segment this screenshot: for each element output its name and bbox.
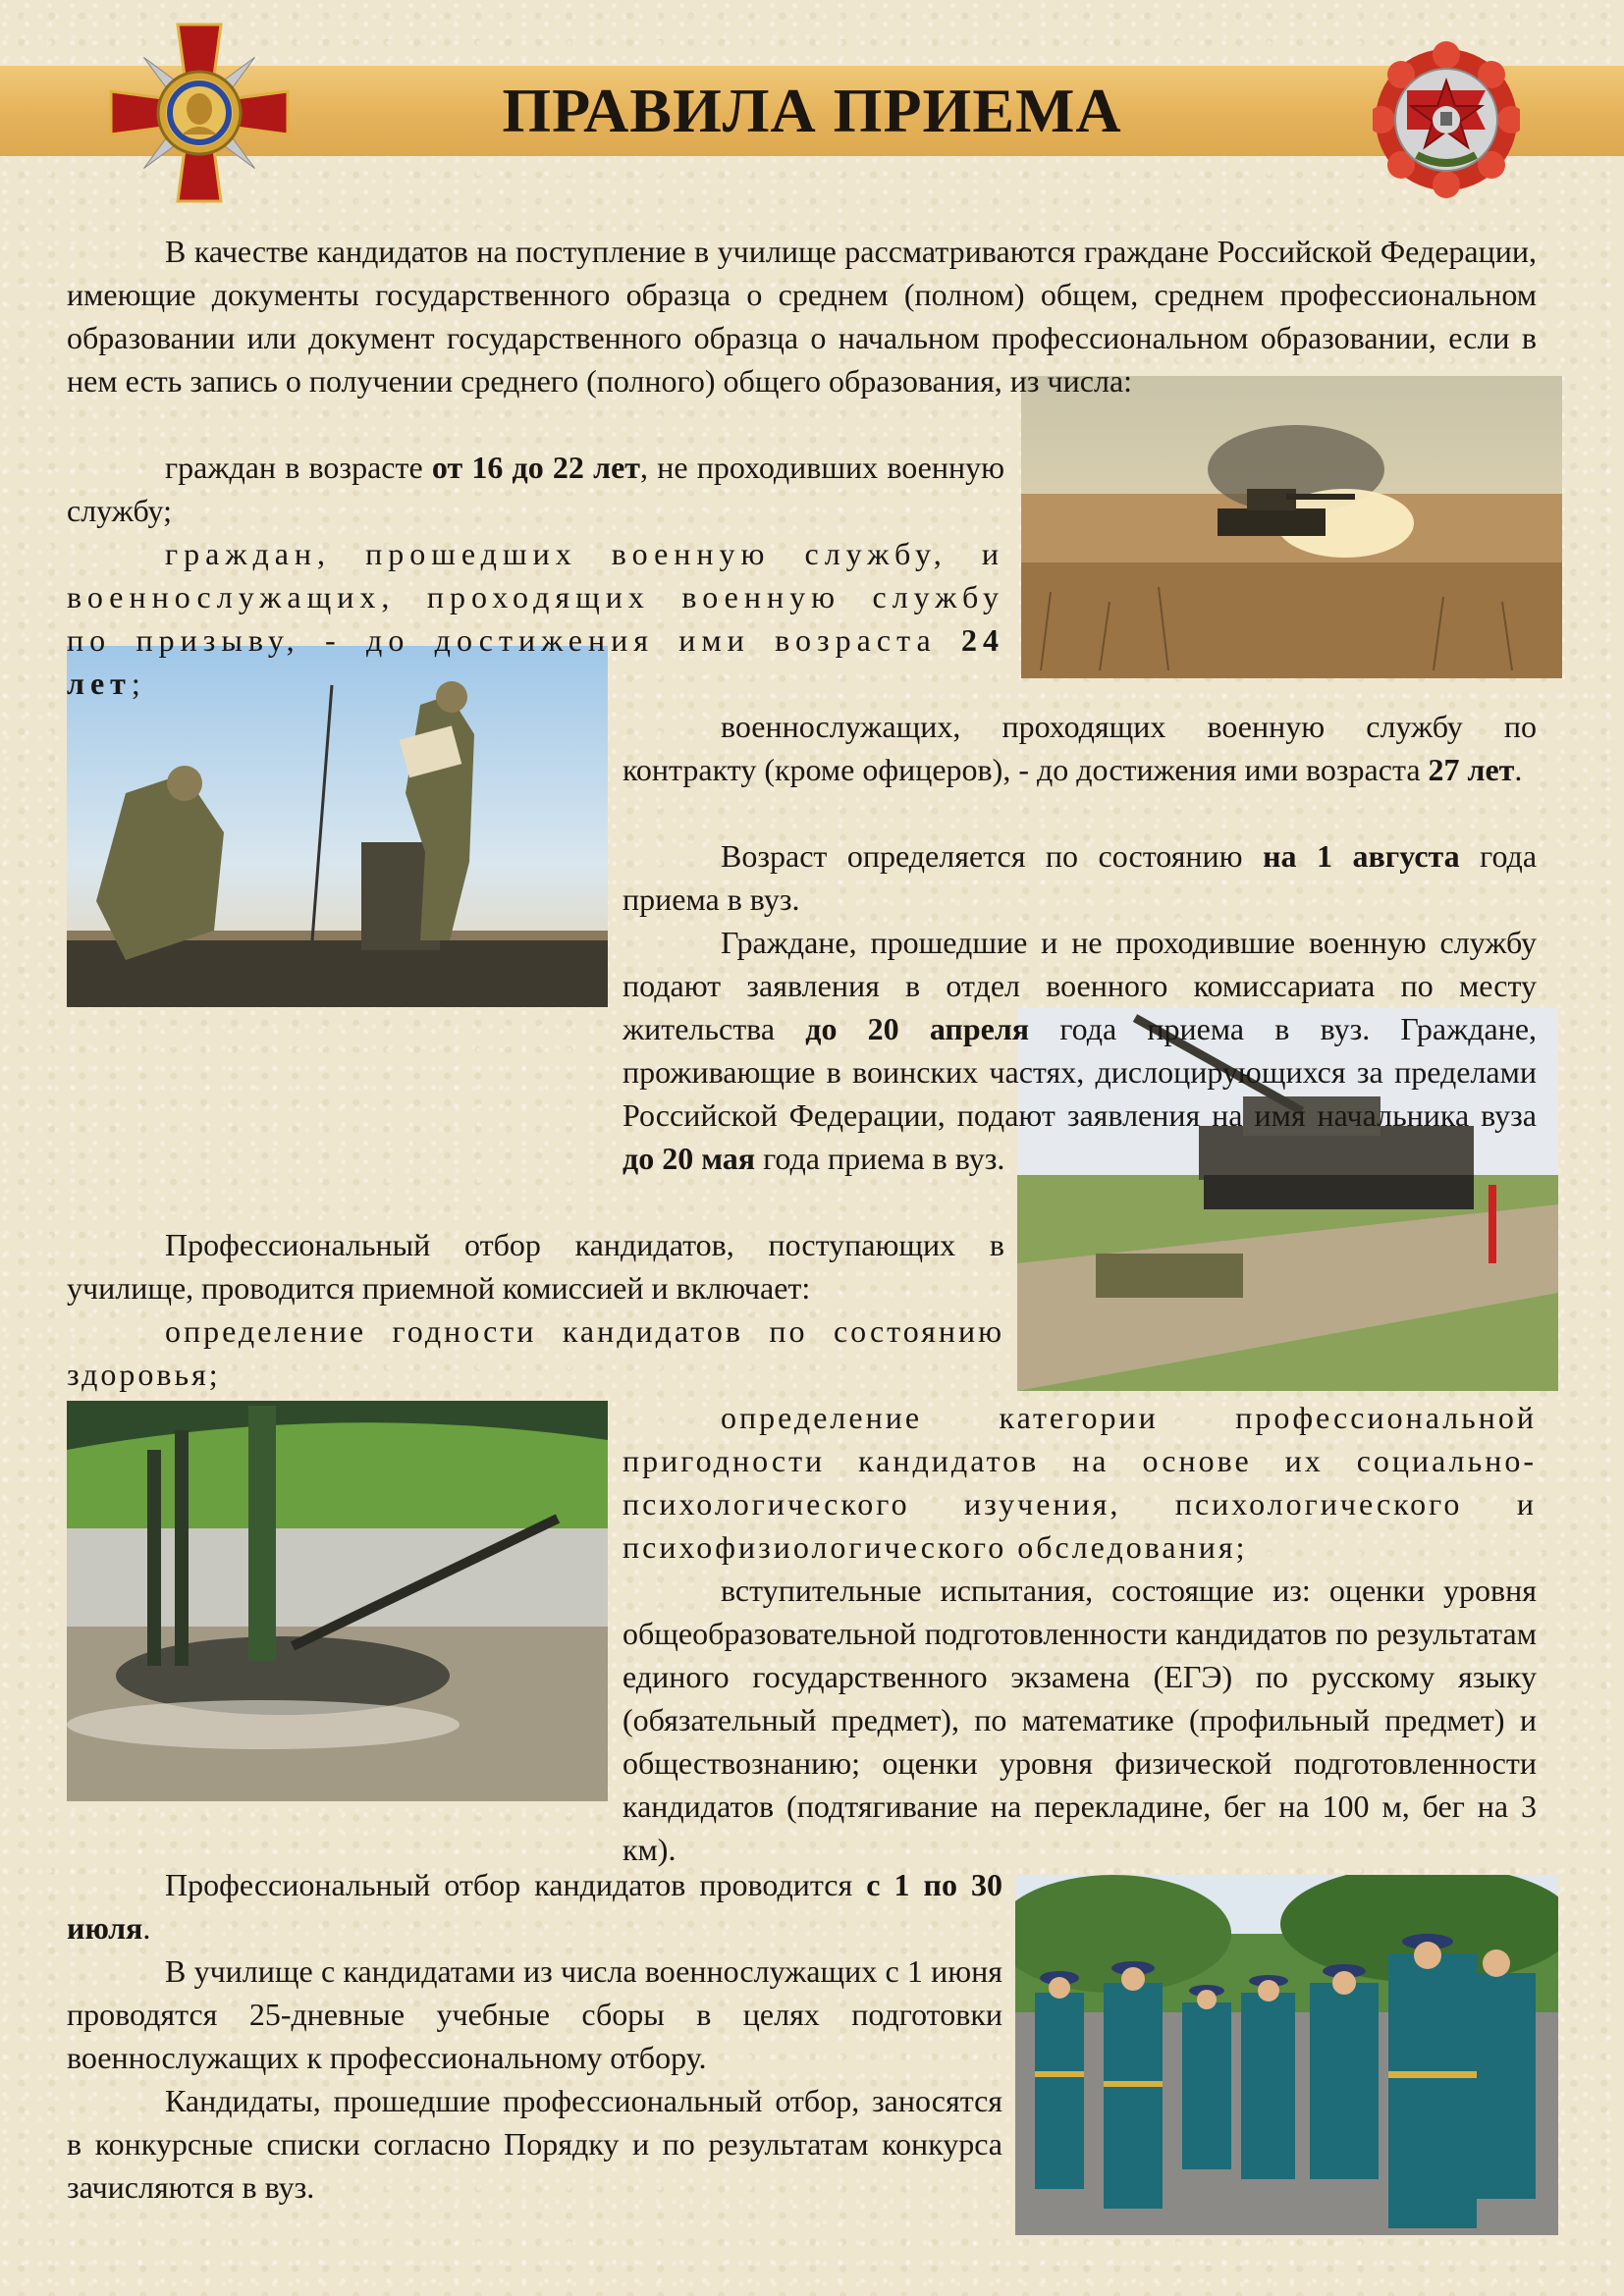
tank-underwater-crossing-photo	[67, 1401, 608, 1801]
final-paragraph: Кандидаты, прошедшие профессиональный отбор, заносятся в конкурсные списки согласно Порядку и по результатам конкурса зачисляются в вуз.	[67, 2083, 1002, 2205]
age-paragraph: граждан в возрасте от 16 до 22 лет, не проходивших военную службу;	[67, 450, 1005, 528]
health-paragraph: определение годности кандидатов по состоянию здоровья;	[67, 1313, 1004, 1392]
order-star-emblem-icon	[106, 20, 293, 206]
intro-paragraph: В качестве кандидатов на поступление в училище рассматриваются граждане Российской Федерации, имеющие документы государственного образца о среднем (полном) общем, среднем профессиональном образовании или документ государственного образца о начальном профессиональном образовании, если в нем есть запись о получении среднего (полного) общего образования, из числа:	[67, 234, 1537, 399]
page-title: ПРАВИЛА ПРИЕМА	[502, 76, 1122, 145]
exams-paragraph: вступительные испытания, состоящие из: оценки уровня общеобразовательной подготовленности кандидатов по результатам единого государственного экзамена (ЕГЭ) по русскому языку (обязательный предмет), по математике (профильный предмет) и обществознанию; оценки уровня физической подготовленности кандидатов (подтягивание на перекладине, бег на 100 м, бег на 3 км).	[623, 1573, 1537, 1867]
tank-firing-photo	[1021, 376, 1562, 678]
served-paragraph: граждан, прошедших военную службу, и военнослужащих, проходящих военную службу по призыву, - до достижения ими возраста 24 лет;	[67, 536, 1004, 701]
category-paragraph: определение категории профессиональной пригодности кандидатов на основе их социально-психологического изучения, психологического и психофизиологического обследования;	[623, 1400, 1537, 1565]
graduates-ceremony-photo	[1015, 1875, 1558, 2235]
camp-paragraph: В училище с кандидатами из числа военнослужащих с 1 июня проводятся 25-дневные учебные сборы в целях подготовки военнослужащих к профессиональному отбору.	[67, 1953, 1002, 2075]
red-banner-order-emblem-icon	[1373, 22, 1520, 208]
selection-paragraph: Профессиональный отбор кандидатов, поступающих в училище, проводится приемной комиссией и включает:	[67, 1227, 1004, 1306]
contract-paragraph: военнослужащих, проходящих военную службу по контракту (кроме офицеров), - до достижения ими возраста 27 лет.	[623, 709, 1537, 787]
apply-paragraph: Граждане, прошедшие и не проходившие военную службу подают заявления в отдел военного комиссариата по месту жительства до 20 апреля года приема в вуз. Граждане, проживающие в воинских частях, дислоцирующихся за пределами Российской Федерации, подают заявления на имя начальника вуза до 20 мая года приема в вуз.	[623, 925, 1538, 1176]
agedate-paragraph: Возраст определяется по состоянию на 1 августа года приема в вуз.	[623, 838, 1538, 917]
period-paragraph: Профессиональный отбор кандидатов проводится с 1 по 30 июля.	[67, 1867, 1003, 1946]
